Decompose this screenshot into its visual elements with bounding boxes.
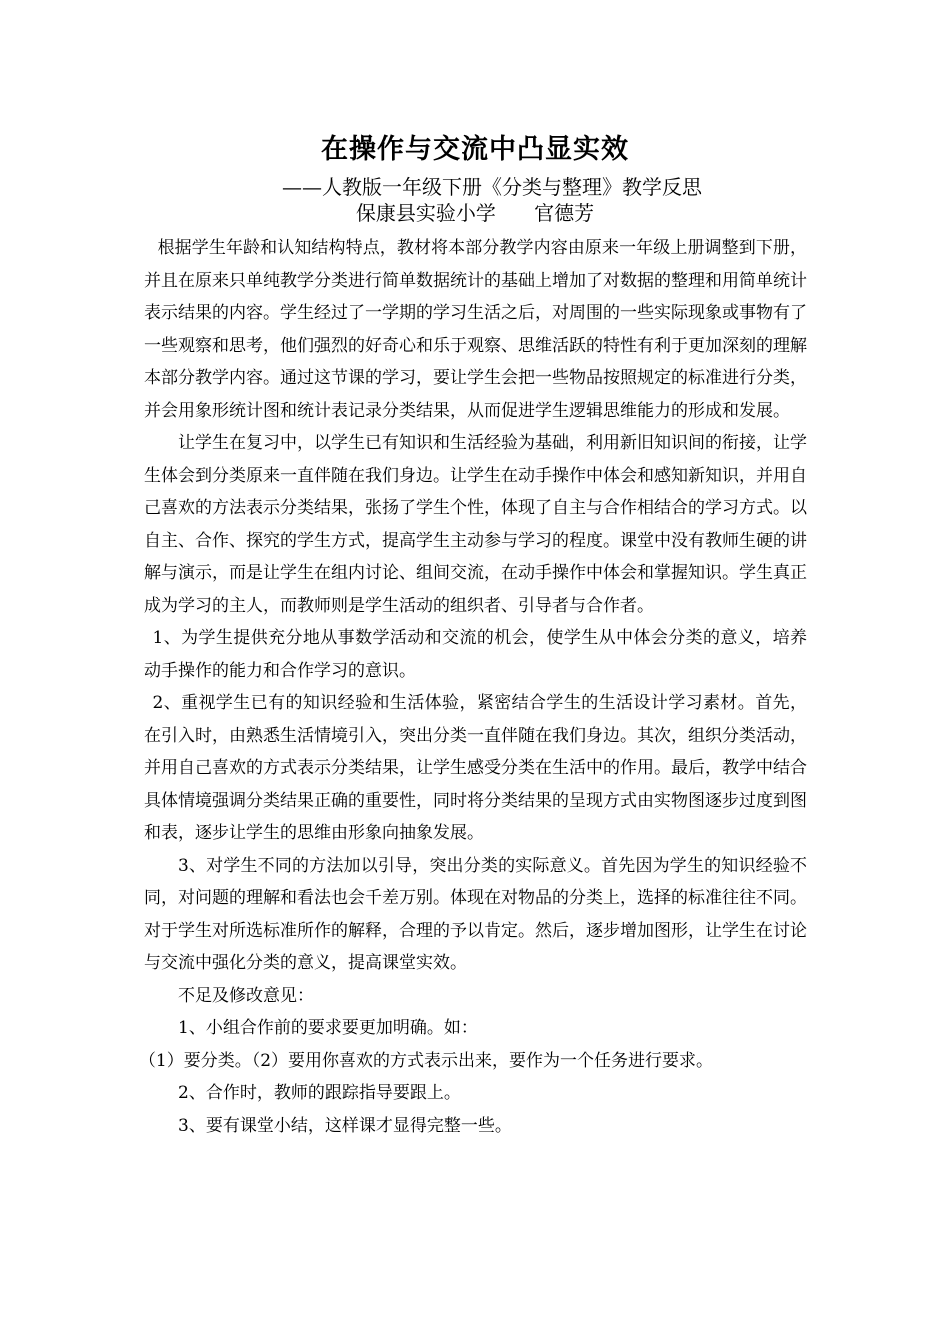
document-body bbox=[138, 232, 807, 1142]
paragraph-review: 让学生在复习中，以学生已有知识和生活经验为基础，利用新旧知识间的衔接，让学生体会到分类原来一直伴随在我们身边。让学生在动手操作中体会和感知新知识，并用自己喜欢的方法表示分类结果，张扬了学生个性，体现了自主与合作相结合的学习方式。以自主、合作、探究的学生方式，提高学生主动参与学习的程度。课堂中没有教师生硬的讲解与演示，而是让学生在组内讨论、组间交流，在动手操作中体会和掌握知识。学生真正成为学习的主人，而教师则是学生活动的组织者、引导者与合作者。 bbox=[144, 433, 807, 616]
paragraph-suggestion-3: 3、要有课堂小结，这样课才显得完整一些。 bbox=[178, 1115, 512, 1136]
paragraph-point-2: 2、重视学生已有的知识经验和生活体验，紧密结合学生的生活设计学习素材。首先，在引入时，由熟悉生活情境引入，突出分类一直伴随在我们身边。其次，组织分类活动，并用自己喜欢的方式表示分类结果，让学生感受分类在生活中的作用。最后，教学中结合具体情境强调分类结果正确的重要性，同时将分类结果的呈现方式由实物图逐步过度到图和表，逐步让学生的思维由形象向抽象发展。 bbox=[144, 693, 807, 843]
paragraph-point-1: 1、为学生提供充分地从事数学活动和交流的机会，使学生从中体会分类的意义，培养动手操作的能力和合作学习的意识。 bbox=[144, 628, 807, 681]
paragraph-suggestion-1: 1、小组合作前的要求要更加明确。如： bbox=[178, 1018, 478, 1038]
paragraph-suggestion-1-detail: （1）要分类。（2）要用你喜欢的方式表示出来，要作为一个任务进行要求。 bbox=[138, 1050, 714, 1071]
paragraph-point-3: 3、对学生不同的方法加以引导，突出分类的实际意义。首先因为学生的知识经验不同，对问题的理解和看法也会千差万别。体现在对物品的分类上，选择的标准往往不同。对于学生对所选标准所作的解释，合理的予以肯定。然后，逐步增加图形，让学生在讨论与交流中强化分类的意义，提高课堂实效。 bbox=[144, 855, 807, 973]
author-line: 保康县实验小学 官德芳 bbox=[355, 201, 595, 225]
document-title: 在操作与交流中凸显实效 bbox=[321, 134, 629, 165]
paragraph-suggestion-2: 2、合作时，教师的跟踪指导要跟上。 bbox=[178, 1083, 461, 1103]
paragraph-intro: 根据学生年龄和认知结构特点，教材将本部分教学内容由原来一年级上册调整到下册，并且在原来只单纯教学分类进行简单数据统计的基础上增加了对数据的整理和用简单统计表示结果的内容。学生经过了一学期的学习生活之后，对周围的一些实际现象或事物有了一些观察和思考，他们强烈的好奇心和乐于观察、思维活跃的特性有利于更加深刻的理解本部分教学内容。通过这节课的学习，要让学生会把一些物品按照规定的标准进行分类，并会用象形统计图和统计表记录分类结果，从而促进学生逻辑思维能力的形成和发展。 bbox=[144, 238, 807, 421]
document-subtitle: ——人教版一年级下册《分类与整理》教学反思 bbox=[282, 175, 702, 199]
paragraph-shortcomings-heading: 不足及修改意见： bbox=[178, 985, 314, 1006]
